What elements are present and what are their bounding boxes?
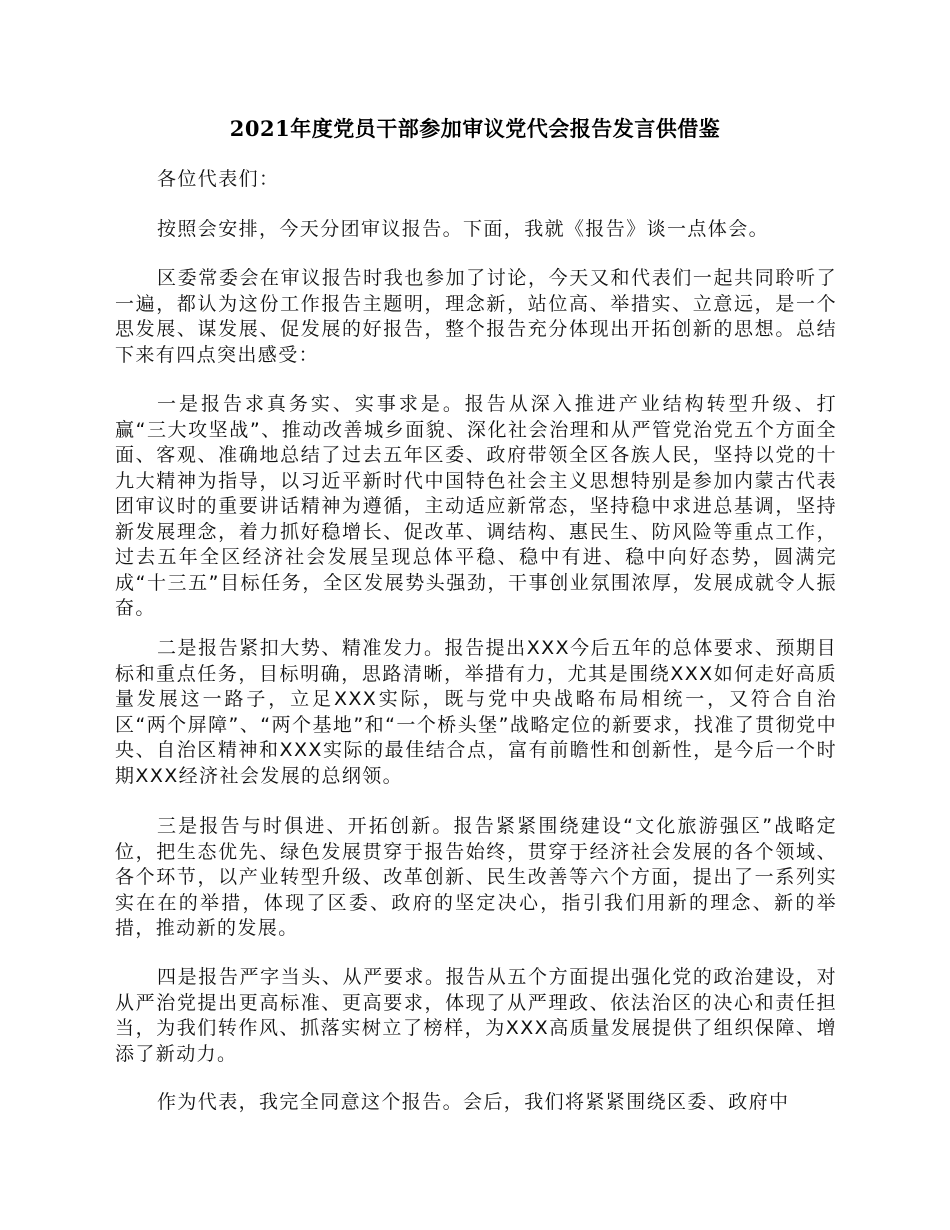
document-title: 2021年度党员干部参加审议党代会报告发言供借鉴 [229, 116, 721, 141]
paragraph-overview: 区委常委会在审议报告时我也参加了讨论，今天又和代表们一起共同聆听了一遍，都认为这份工作报告主题明，理念新，站位高、举措实、立意远，是一个思发展、谋发展、促发展的好报告，整个报告充分体现出开拓创新的思想。总结下来有四点突出感受： [115, 267, 837, 366]
paragraph-salutation: 各位代表们： [157, 168, 280, 190]
paragraph-point-one: 一是报告求真务实、实事求是。报告从深入推进产业结构转型升级、打赢“三大攻坚战”、推动改善城乡面貌、深化社会治理和从严管党治党五个方面全面、客观、准确地总结了过去五年区委、政府带领全区各族人民，坚持以党的十九大精神为指导，以习近平新时代中国特色社会主义思想特别是参加内蒙古代表团审议时的重要讲话精神为遵循，主动适应新常态，坚持稳中求进总基调，坚持新发展理念，着力抓好稳增长、促改革、调结构、惠民生、防风险等重点工作，过去五年全区经济社会发展呈现总体平稳、稳中有进、稳中向好态势，圆满完成“十三五”目标任务，全区发展势头强劲，干事创业氛围浓厚，发展成就令人振奋。 [115, 393, 837, 619]
paragraph-point-four: 四是报告严字当头、从严要求。报告从五个方面提出强化党的政治建设，对从严治党提出更高标准、更高要求，体现了从严理政、依法治区的决心和责任担当，为我们转作风、抓落实树立了榜样，为XXX高质量发展提供了组织保障、增添了新动力。 [115, 966, 837, 1065]
paragraph-point-three: 三是报告与时俱进、开拓创新。报告紧紧围绕建设“文化旅游强区”战略定位，把生态优先、绿色发展贯穿于报告始终，贯穿于经济社会发展的各个领域、各个环节，以产业转型升级、改革创新、民生改善等六个方面，提出了一系列实实在在的举措，体现了区委、政府的坚定决心，指引我们用新的理念、新的举措，推动新的发展。 [115, 815, 837, 939]
paragraph-intro: 按照会安排，今天分团审议报告。下面，我就《报告》谈一点体会。 [157, 218, 770, 240]
paragraph-closing: 作为代表，我完全同意这个报告。会后，我们将紧紧围绕区委、政府中 [157, 1091, 790, 1113]
paragraph-point-two: 二是报告紧扣大势、精准发力。报告提出XXX今后五年的总体要求、预期目标和重点任务，目标明确，思路清晰，举措有力，尤其是围绕XXX如何走好高质量发展这一路子，立足XXX实际，既与党中央战略布局相统一，又符合自治区“两个屏障”、“两个基地”和“一个桥头堡”战略定位的新要求，找准了贯彻党中央、自治区精神和XXX实际的最佳结合点，富有前瞻性和创新性，是今后一个时期XXX经济社会发展的总纲领。 [115, 637, 837, 787]
